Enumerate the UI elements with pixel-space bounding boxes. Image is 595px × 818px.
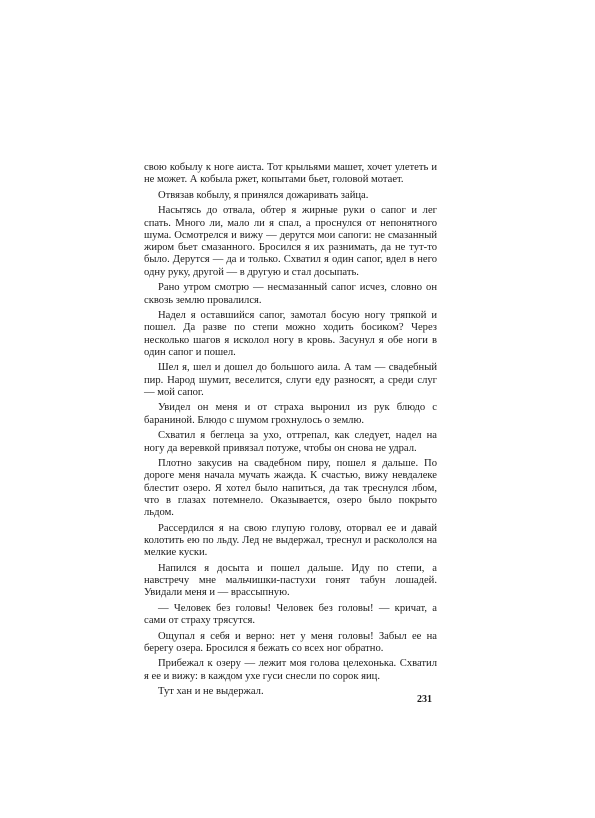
paragraph: Тут хан и не выдержал. [158,686,264,698]
paragraph: Насытясь до отвала, обтер я жирные руки о сапог и лег спать. Много ли, мало ли я спал, а проснулся от непонятного шума. Осмотрелся и вижу — дерутся мои сапоги: не смазанный жиром бьет смазанного. Бросился я их разнимать, да не тут-то было. Дерутся — да и только. Схватил я один сапог, вдел в него одну руку, другой — в другую и стал досыпать. [144,205,437,278]
page-number: 231 [417,694,432,705]
paragraph: Отвязав кобылу, я принялся дожаривать зайца. [158,189,369,201]
paragraph: Напился я досыта и пошел дальше. Иду по степи, а навстречу мне мальчишки-пастухи гонят табун лошадей. Увидали меня и — врассыпную. [144,562,437,599]
paragraph: Плотно закусив на свадебном пиру, пошел я дальше. По дороге меня начала мучать жажда. К счастью, вижу невдалеке блестит озеро. Я хотел было напиться, да так треснулся лбом, что в глазах потемнело. Оказывается, озеро было покрыто льдом. [144,458,437,519]
paragraph: Рассердился я на свою глупую голову, оторвал ее и давай колотить ею по льду. Лед не выдержал, треснул и раскололся на мелкие куски. [144,522,437,559]
paragraph: Прибежал к озеру — лежит моя голова целехонька. Схватил я ее и вижу: в каждом ухе гуси снесли по сорок яиц. [144,658,437,682]
paragraph: Ощупал я себя и верно: нет у меня головы! Забыл ее на берегу озера. Бросился я бежать со всех ног обратно. [144,630,437,654]
paragraph: Рано утром смотрю — несмазанный сапог исчез, словно он сквозь землю провалился. [144,282,437,306]
paragraph: — Человек без головы! Человек без головы! — кричат, а сами от страху трясутся. [144,602,437,627]
paragraph: свою кобылу к ноге аиста. Тот крыльями машет, хочет улететь и не может. А кобыла ржет, копытами бьет, головой мотает. [144,162,437,186]
paragraph: Шел я, шел и дошел до большого аила. А там — свадебный пир. Народ шумит, веселится, слуги еду разносят, а среди слуг — мой сапог. [144,362,437,398]
body-text [144,162,437,702]
paragraph: Надел я оставшийся сапог, замотал босую ногу тряпкой и пошел. Да разве по степи можно ходить босиком? Через несколько шагов я исколол ногу в кровь. Засунул я обе ноги в один сапог и пошел. [144,310,437,358]
paragraph: Увидел он меня и от страха выронил из рук блюдо с бараниной. Блюдо с шумом грохнулось о землю. [144,402,437,426]
paragraph: Схватил я беглеца за ухо, оттрепал, как следует, надел на ногу да веревкой привязал потуже, чтобы он снова не удрал. [144,430,437,454]
